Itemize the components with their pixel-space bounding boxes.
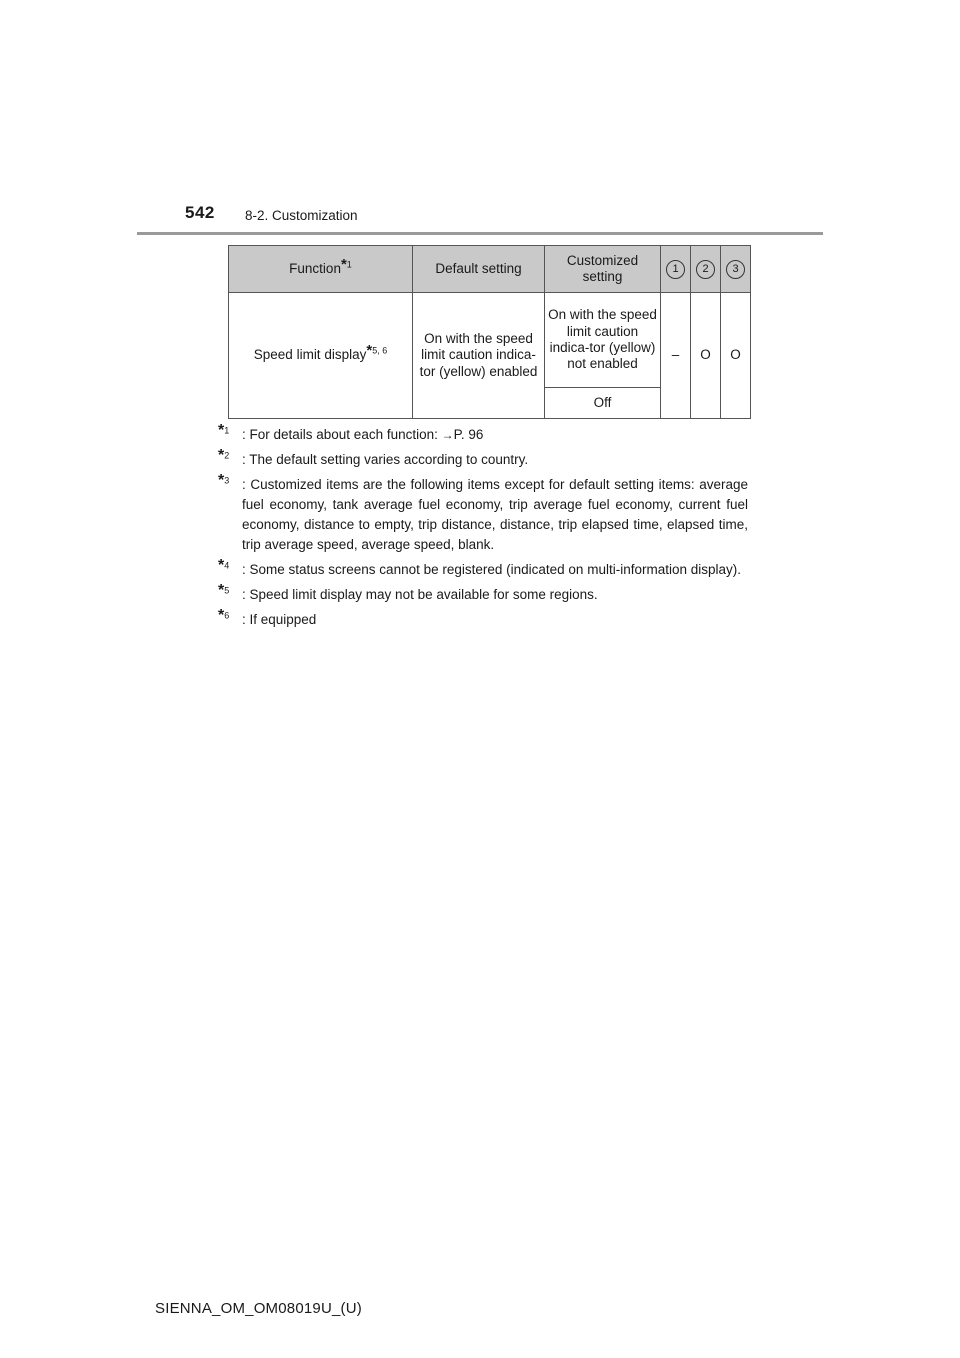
footnote: *$^5$ : Speed limit display may not be available for some regions. [218, 582, 598, 602]
footnote-number: 4 [224, 560, 230, 571]
page-reference-link[interactable]: P. 96 [453, 427, 484, 442]
mark-col-2: O [691, 293, 721, 419]
table-row [229, 293, 751, 388]
circled-number-1-icon: 1 [666, 260, 685, 279]
asterisk-icon: * [218, 582, 225, 599]
footnote-number: 2 [224, 450, 230, 461]
footnote-ref: 5, 6 [372, 345, 388, 356]
arrow-right-icon: → [441, 428, 454, 442]
asterisk-icon: * [366, 342, 373, 360]
asterisk-icon: * [218, 557, 225, 574]
header-customized-setting: Customized setting [545, 246, 661, 293]
mark-col-1: – [661, 293, 691, 419]
footnotes [218, 422, 748, 635]
footnote: *$^3$ : Customized items are the following items except for default setting items: average fuel economy, tank average fuel economy, trip average fuel economy, current fuel economy, distance to empty, trip distance, distance, trip elapsed time, elapsed time, trip average speed, average speed, blank. [218, 472, 748, 552]
page-number: 542 [185, 203, 215, 222]
customization-table [228, 245, 751, 419]
circled-number-3-icon: 3 [726, 260, 745, 279]
header-divider [137, 232, 823, 235]
footnote: *$^1$ : For details about each function: →P. 96 [218, 422, 484, 442]
asterisk-icon: * [218, 447, 225, 464]
custom-option-2-cell: Off [545, 388, 661, 419]
footnote: *$^2$ : The default setting varies according to country. [218, 447, 529, 467]
default-setting-cell: On with the speed limit caution indica-tor (yellow) enabled [413, 293, 545, 419]
asterisk-icon: * [218, 472, 225, 489]
header-default-setting: Default setting [413, 246, 545, 293]
table-header-row [229, 246, 751, 293]
function-cell: Speed limit display*$^{5, 6}$ [229, 293, 413, 419]
mark-col-3: O [721, 293, 751, 419]
footnote-number: 3 [224, 475, 230, 486]
asterisk-icon: * [218, 422, 225, 439]
footnote: *$^4$ : Some status screens cannot be registered (indicated on multi-information display). [218, 557, 741, 577]
footnote-number: 5 [224, 585, 230, 596]
section-title: 8-2. Customization [245, 208, 358, 223]
footnote-number: 1 [224, 425, 230, 436]
document-code: SIENNA_OM_OM08019U_(U) [155, 1300, 362, 1317]
footnote: *$^6$ : If equipped [218, 607, 317, 627]
header-function: Function*$^1$ [229, 246, 413, 293]
asterisk-icon: * [340, 255, 347, 273]
asterisk-icon: * [218, 607, 225, 624]
footnote-ref: 1 [346, 259, 352, 270]
footnote-number: 6 [224, 610, 230, 621]
circled-number-2-icon: 2 [696, 260, 715, 279]
custom-option-1-cell: On with the speed limit caution indica-tor (yellow) not enabled [545, 293, 661, 388]
